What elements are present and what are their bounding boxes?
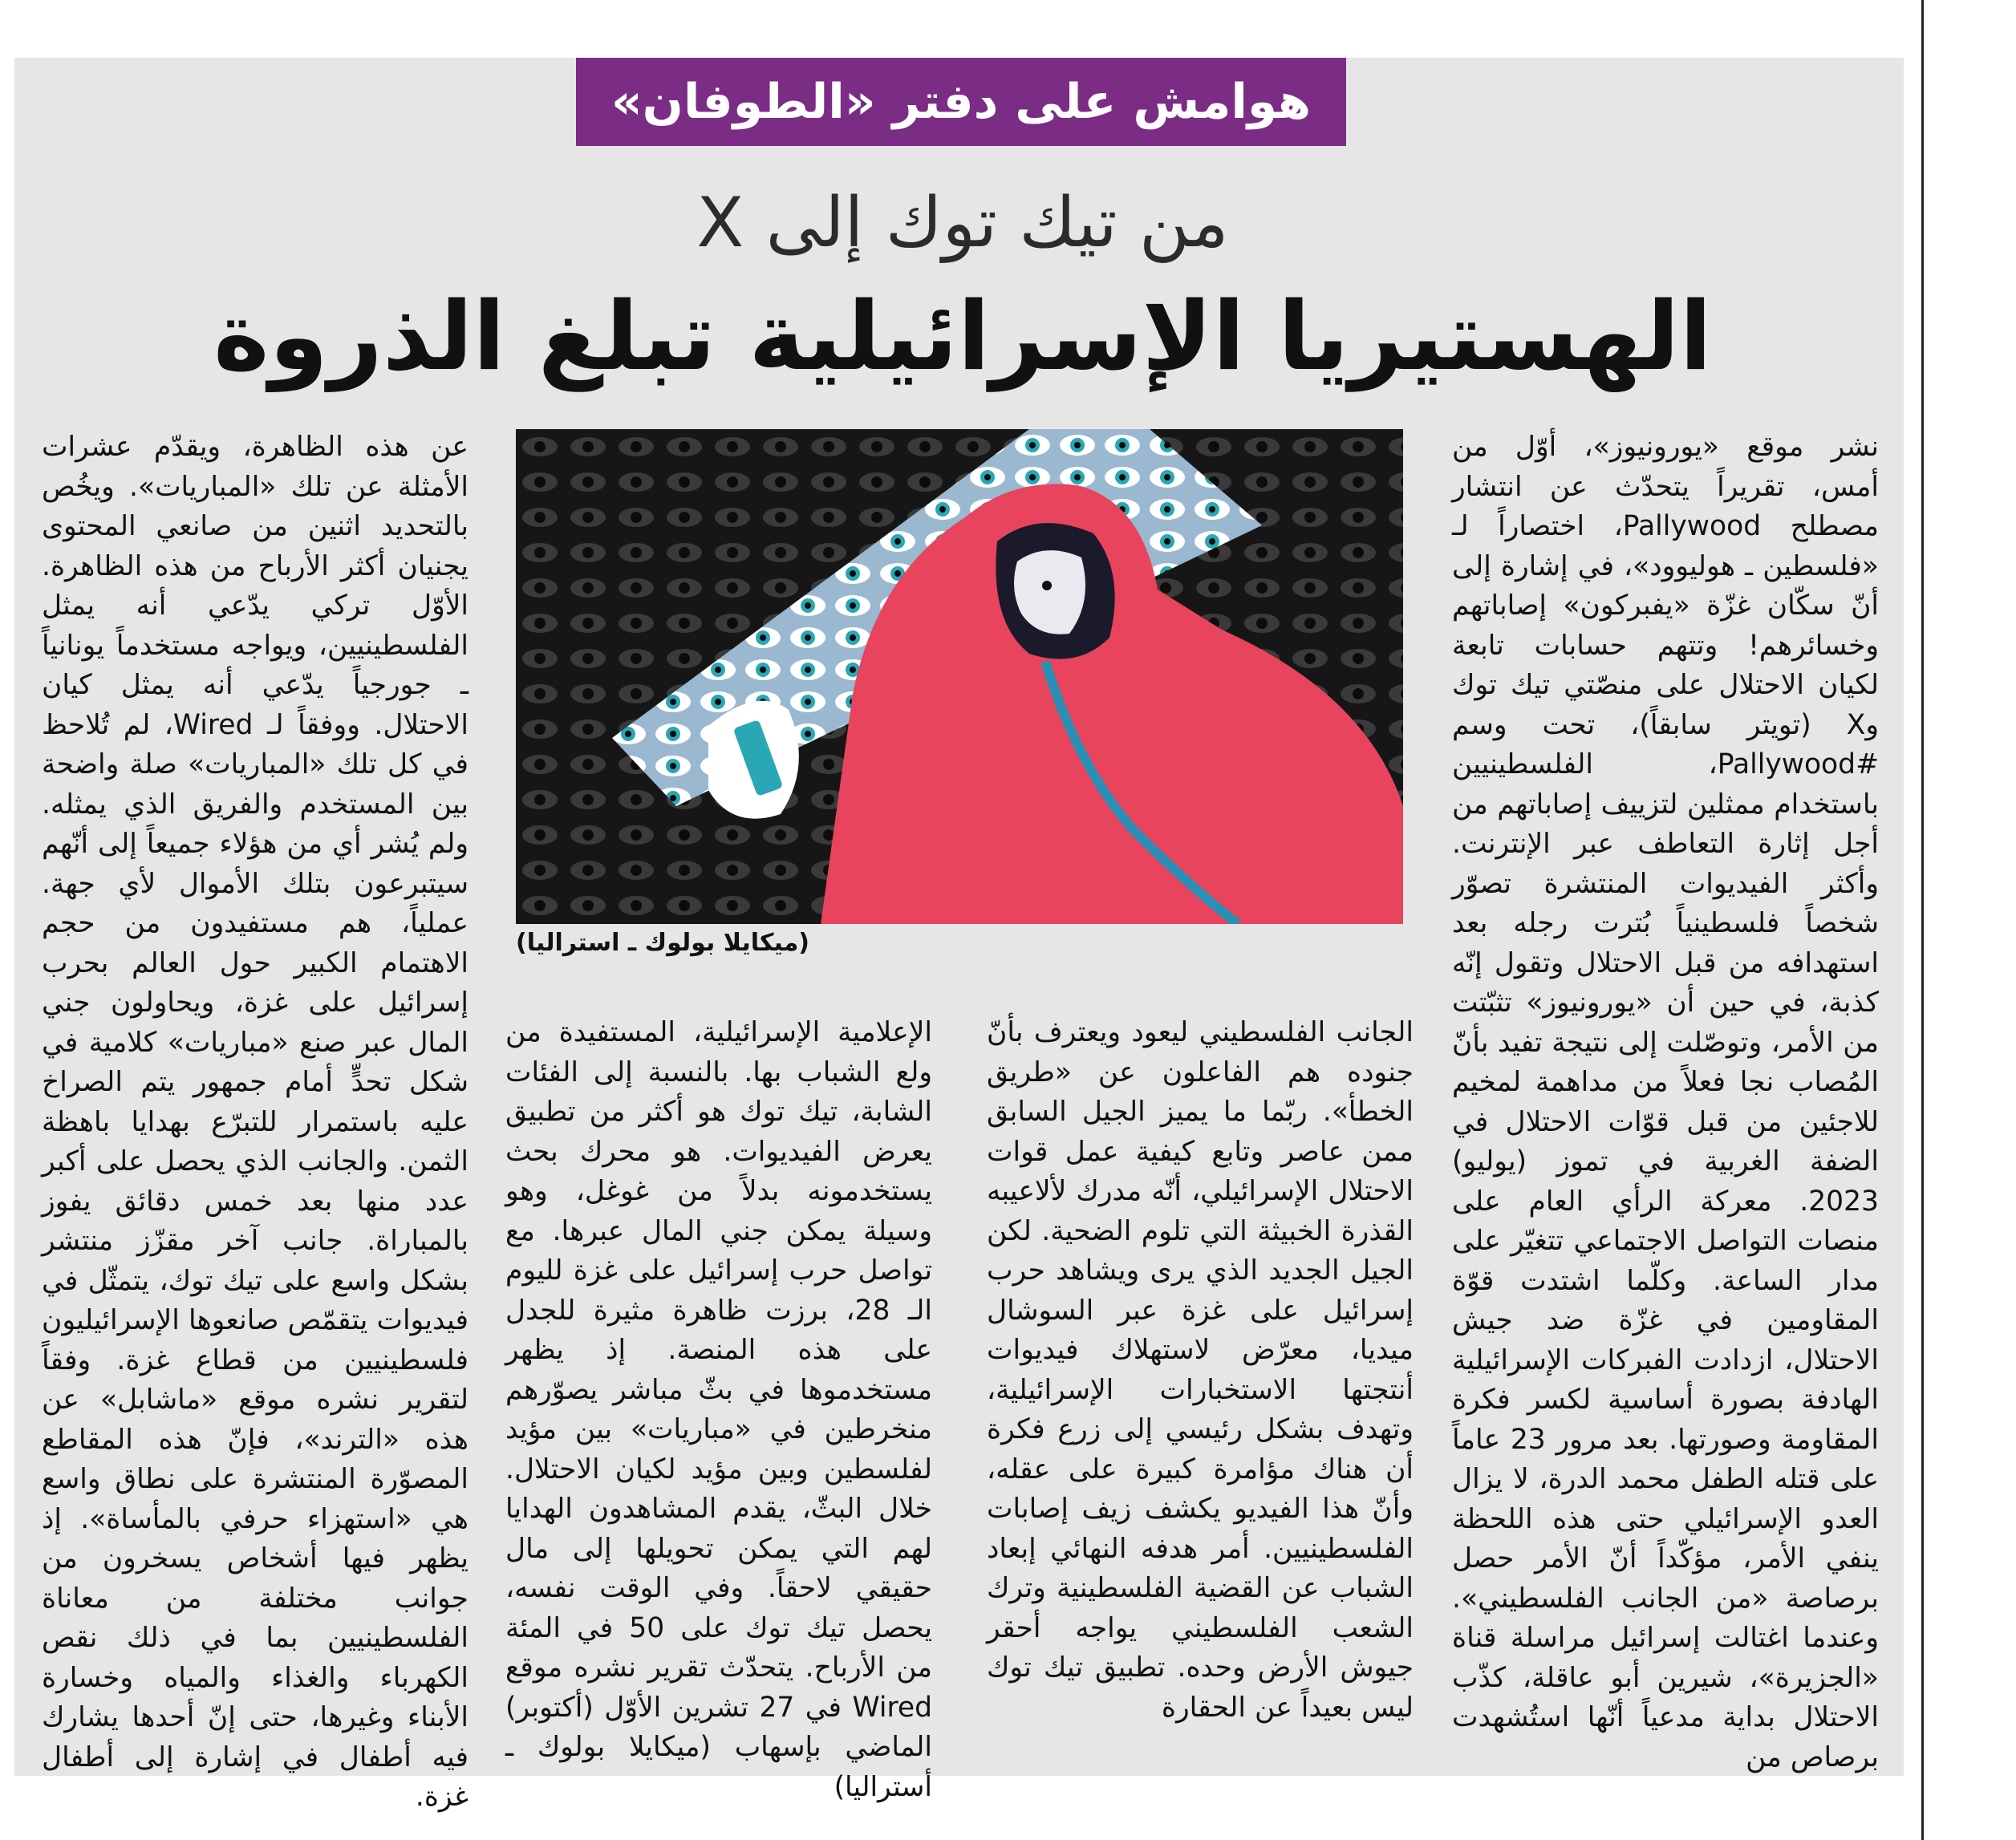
page-edge-rule bbox=[1921, 0, 1924, 1840]
article-column-mid-left: الإعلامية الإسرائيلية، المستفيدة من ولع الشباب بها. بالنسبة إلى الفئات الشابة، تيك توك هو أكثر من تطبيق يعرض الفيديوات. هو محرك بحث يستخدمونه بدلاً من غوغل، وهو وسيلة يمكن جني المال عبرها. مع تواصل حرب إسرائيل على غزة لليوم الـ 28، برزت ظاهرة مثيرة للجدل على هذه المنصة. إذ يظهر مستخدموها في بثّ مباشر يصوّرهم منخرطين في «مباريات» بين مؤيد لفلسطين وبين مؤيد لكيان الاحتلال. خلال البثّ، يقدم المشاهدون الهدايا لهم التي يمكن تحويلها إلى مال حقيقي لاحقاً. وفي الوقت نفسه، يحصل تيك توك على 50 في المئة من الأرباح. يتحدّث تقرير نشره موقع Wired في 27 تشرين الأوّل (أكتوبر) الماضي بإسهاب (ميكايلا بولوك ـ أستراليا) bbox=[505, 1016, 933, 1803]
banner-text: هوامش على دفتر «الطوفان» bbox=[610, 74, 1312, 130]
eye bbox=[1042, 581, 1052, 590]
article-illustration bbox=[516, 429, 1403, 924]
image-caption: (ميكايلا بولوك ـ استراليا) bbox=[516, 929, 809, 957]
article-column-left: عن هذه الظاهرة، ويقدّم عشرات الأمثلة عن تلك «المباريات». ويخُص بالتحديد اثنين من صانعي المحتوى يجنيان أكثر الأرباح من هذه الظاهرة. الأوّل تركي يدّعي أنه يمثل الفلسطينيين، ويواجه مستخدماً يونانياً ـ جورجياً يدّعي أنه يمثل كيان الاحتلال. ووفقاً لـ Wired، لم تُلاحظ في كل تلك «المباريات» صلة واضحة بين المستخدم والفريق الذي يمثله. ولم يُشر أي من هؤلاء جميعاً إلى أنّهم سيتبرعون بتلك الأموال لأي جهة. عملياً، هم مستفيدون من حجم الاهتمام الكبير حول العالم بحرب إسرائيل على غزة، ويحاولون جني المال عبر صنع «مباريات» كلامية في شكل تحدٍّ أمام جمهور يتم الصراخ عليه باستمرار للتبرّع بهدايا باهظة الثمن. والجانب الذي يحصل على أكبر عدد منها بعد خمس دقائق يفوز بالمباراة. جانب آخر مقزّز منتشر بشكل واسع على تيك توك، يتمثّل في فيديوات يتقمّص صانعوها الإسرائيليون فلسطينيين من قطاع غزة. وفقاً لتقرير نشره موقع «ماشابل» عن هذه «الترند»، فإنّ هذه المقاطع المصوّرة المنتشرة على نطاق واسع هي «استهزاء حرفي بالمأساة». إذ يظهر فيها أشخاص يسخرون من جوانب مختلفة من معاناة الفلسطينيين بما في ذلك نقص الكهرباء والغذاء والمياه وخسارة الأبناء وغيرها، حتى إنّ أحدها يشارك فيه أطفال في إشارة إلى أطفال غزة. bbox=[42, 431, 469, 1813]
article-column-mid-right: الجانب الفلسطيني ليعود ويعترف بأنّ جنوده هم الفاعلون عن «طريق الخطأ». ربّما ما يميز الجيل السابق ممن عاصر وتابع كيفية عمل قوات الاحتلال الإسرائيلي، أنّه مدرك لألاعيبه القذرة الخبيثة التي تلوم الضحية. لكن الجيل الجديد الذي يرى ويشاهد حرب إسرائيل على غزة عبر السوشال ميديا، معرّض لاستهلاك فيديوات أنتجتها الاستخبارات الإسرائيلية، وتهدف بشكل رئيسي إلى زرع فكرة أن هناك مؤامرة كبيرة على عقله، وأنّ هذا الفيديو يكشف زيف إصابات الفلسطينيين. أمر هدفه النهائي إبعاد الشباب عن القضية الفلسطينية وترك الشعب الفلسطيني يواجه أحقر جيوش الأرض وحده. تطبيق تيك توك ليس بعيداً عن الحقارة bbox=[987, 1016, 1414, 1724]
article-column-right: نشر موقع «يورونيوز»، أوّل من أمس، تقريراً يتحدّث عن انتشار مصطلح Pallywood، اختصاراً لـ «فلسطين ـ هوليوود»، في إشارة إلى أنّ سكّان غزّة «يفبركون» إصاباتهم وخسائرهم! وتتهم حسابات تابعة لكيان الاحتلال على منصّتي تيك توك وX (تويتر سابقاً)، تحت وسم #Pallywood، الفلسطينيين باستخدام ممثلين لتزييف إصاباتهم من أجل إثارة التعاطف عبر الإنترنت. وأكثر الفيديوات المنتشرة تصوّر شخصاً فلسطينياً بُترت رجله بعد استهدافه من قبل الاحتلال وتقول إنّه كذبة، في حين أن «يورونيوز» تثبّتت من الأمر، وتوصّلت إلى نتيجة تفيد بأنّ المُصاب نجا فعلاً من مداهمة لمخيم للاجئين من قبل قوّات الاحتلال في الضفة الغربية في تموز (يوليو) 2023. معركة الرأي العام على منصات التواصل الاجتماعي تتغيّر على مدار الساعة. وكلّما اشتدت قوّة المقاومين في غزّة ضد جيش الاحتلال، ازدادت الفبركات الإسرائيلية الهادفة بصورة أساسية لكسر فكرة المقاومة وصورتها. بعد مرور 23 عاماً على قتله الطفل محمد الدرة، لا يزال العدو الإسرائيلي حتى هذه اللحظة ينفي الأمر، مؤكّداً أنّ الأمر حصل برصاصة «من الجانب الفلسطيني». وعندما اغتالت إسرائيل مراسلة قناة «الجزيرة»، شيرين أبو عاقلة، كذّب الاحتلال بداية مدعياً أنّها استُشهدت برصاص من bbox=[1452, 431, 1880, 1773]
article-subtitle: من تيك توك إلى X bbox=[696, 183, 1229, 263]
article-title: الهستيريا الإسرائيلية تبلغ الذروة bbox=[213, 281, 1712, 391]
section-banner bbox=[576, 58, 1346, 146]
illustration-artwork bbox=[516, 429, 1403, 924]
